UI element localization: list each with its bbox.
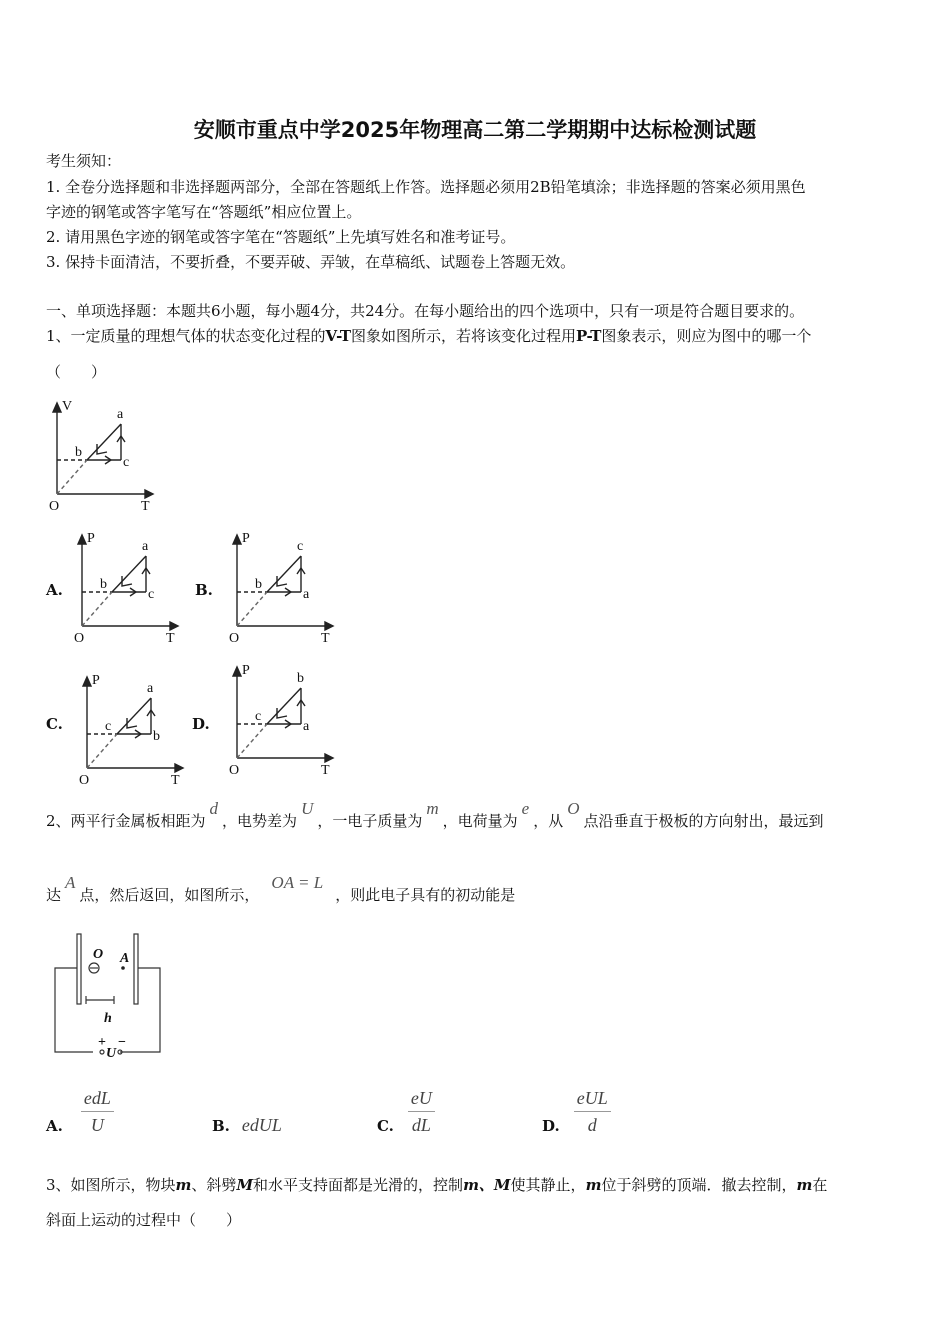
math-OA-eq-L: OA = L xyxy=(271,873,324,892)
q3-text: 和水平支持面都是光滑的，控制 xyxy=(253,1176,464,1194)
math-A: A xyxy=(65,873,76,892)
label-minus: − xyxy=(118,1035,126,1050)
point-label-top: a xyxy=(117,407,124,422)
axis-label-x: T xyxy=(141,499,150,513)
axis-label-x: T xyxy=(321,631,330,645)
math-O: O xyxy=(567,799,580,818)
notice-item: 3. 保持卡面清洁，不要折叠，不要弄破、弄皱，在草稿纸、试题卷上答题无效。 xyxy=(46,253,576,271)
question-2-line-1 xyxy=(46,799,824,831)
q3-text: 在 xyxy=(812,1176,828,1194)
question-2-line-2 xyxy=(46,873,516,905)
origin-label: O xyxy=(79,773,90,787)
q2-text: ，电荷量为 xyxy=(442,812,518,830)
denominator: dL xyxy=(411,1115,431,1135)
q3-text: 使其静止， xyxy=(510,1176,586,1194)
point-label-right: a xyxy=(303,719,310,734)
math-U: U xyxy=(301,799,314,818)
q3-text: 3、如图所示，物块 xyxy=(46,1176,176,1194)
pt-graph-option-b xyxy=(225,530,340,645)
vt-graph xyxy=(45,398,160,513)
q2-option-b[interactable] xyxy=(212,1115,282,1136)
section-heading: 一、单项选择题：本题共6小题，每小题4分，共24分。在每小题给出的四个选项中，只有一项是符合题目要求的。 xyxy=(46,302,805,320)
q1-text: 1、一定质量的理想气体的状态变化过程的 xyxy=(46,327,326,345)
math-m: m xyxy=(585,1176,602,1194)
q2-option-d[interactable] xyxy=(542,1088,611,1136)
axis-label-y: P xyxy=(242,663,250,678)
point-label-right: a xyxy=(303,587,310,602)
question-1-text xyxy=(46,326,811,346)
numerator: eUL xyxy=(574,1088,611,1112)
q1-option-b-label[interactable]: B. xyxy=(195,581,213,599)
origin-label: O xyxy=(74,631,85,645)
math-m: m xyxy=(426,799,439,818)
q1-answer-blank: （ ） xyxy=(46,363,107,381)
q1-text: 图象如图所示，若将该变化过程用 xyxy=(351,327,577,345)
pt-graph-option-d xyxy=(225,662,340,777)
origin-label: O xyxy=(49,499,60,513)
q2-text: 点，然后返回，如图所示， xyxy=(79,886,260,904)
axis-label-x: T xyxy=(166,631,175,645)
label-O: O xyxy=(93,947,104,962)
q2-text: 点沿垂直于极板的方向射出，最远到 xyxy=(583,812,824,830)
q1-option-a-label[interactable]: A. xyxy=(46,581,63,599)
math-m: m xyxy=(796,1176,813,1194)
point-label-top: a xyxy=(147,681,154,696)
option-label: A. xyxy=(46,1116,63,1135)
option-expression: edUL xyxy=(241,1115,282,1135)
option-label: C. xyxy=(377,1116,394,1135)
denominator: d xyxy=(587,1115,597,1135)
label-h: h xyxy=(104,1011,112,1026)
math-d: d xyxy=(209,799,219,818)
question-3-line-1 xyxy=(46,1175,827,1195)
question-3-line-2: 斜面上运动的过程中（ ） xyxy=(46,1211,242,1229)
origin-label: O xyxy=(229,763,240,777)
q1-option-d-label[interactable]: D. xyxy=(192,715,210,733)
pt-graph-option-c xyxy=(75,672,190,787)
page-title: 安顺市重点中学2025年物理高二第二学期期中达标检测试题 xyxy=(193,118,757,142)
q2-text: ，一电子质量为 xyxy=(317,812,423,830)
point-label-left: b xyxy=(255,577,262,592)
math-m: m xyxy=(175,1176,192,1194)
math-m-M: m、M xyxy=(463,1176,511,1194)
q1-text: 图象表示，则应为图中的哪一个 xyxy=(601,327,812,345)
q2-text: 2、两平行金属板相距为 xyxy=(46,812,206,830)
q1-option-c-label[interactable]: C. xyxy=(46,715,63,733)
label-plus: + xyxy=(98,1035,106,1050)
label-A: A xyxy=(120,951,130,966)
point-label-top: a xyxy=(142,539,149,554)
q3-text: 位于斜劈的顶端．撤去控制， xyxy=(601,1176,797,1194)
point-label-left: c xyxy=(105,719,112,734)
q1-vt: V-T xyxy=(325,327,351,345)
notice-heading: 考生须知： xyxy=(46,152,122,170)
math-M: M xyxy=(236,1176,254,1194)
numerator: eU xyxy=(408,1088,435,1112)
point-label-left: c xyxy=(255,709,262,724)
point-label-right: c xyxy=(148,587,155,602)
notice-item: 1. 全卷分选择题和非选择题两部分，全部在答题纸上作答。选择题必须用2B铅笔填涂；非选择题的答案必须用黑色 xyxy=(46,178,806,196)
label-U: U xyxy=(106,1046,117,1061)
point-label-right: b xyxy=(153,729,160,744)
point-label-top: c xyxy=(297,539,304,554)
q2-option-c[interactable] xyxy=(377,1088,435,1136)
option-label: B. xyxy=(212,1117,230,1135)
axis-label-y: P xyxy=(242,531,250,546)
axis-label-x: T xyxy=(171,773,180,787)
q2-text: ，则此电子具有的初动能是 xyxy=(335,886,516,904)
q2-text: 达 xyxy=(46,886,62,904)
q2-text: ，电势差为 xyxy=(222,812,298,830)
axis-label-y: P xyxy=(87,531,95,546)
q1-pt: P-T xyxy=(576,327,602,345)
q3-text: 、斜劈 xyxy=(191,1176,237,1194)
q2-option-a[interactable] xyxy=(46,1088,114,1136)
point-label-left: b xyxy=(100,577,107,592)
option-label: D. xyxy=(542,1116,560,1135)
axis-label-x: T xyxy=(321,763,330,777)
notice-item: 字迹的钢笔或答字笔写在“答题纸”相应位置上。 xyxy=(46,203,362,221)
math-e: e xyxy=(521,799,530,818)
q2-text: ，从 xyxy=(533,812,564,830)
capacitor-circuit-figure xyxy=(50,930,175,1065)
denominator: U xyxy=(90,1115,104,1135)
notice-item: 2. 请用黑色字迹的钢笔或答字笔在“答题纸”上先填写姓名和准考证号。 xyxy=(46,228,516,246)
axis-label-y: P xyxy=(92,673,100,688)
point-label-top: b xyxy=(297,671,304,686)
pt-graph-option-a xyxy=(70,530,185,645)
point-label-left: b xyxy=(75,445,82,460)
point-label-right: c xyxy=(123,455,130,470)
axis-label-y: V xyxy=(62,399,73,414)
numerator: edL xyxy=(81,1088,114,1112)
origin-label: O xyxy=(229,631,240,645)
